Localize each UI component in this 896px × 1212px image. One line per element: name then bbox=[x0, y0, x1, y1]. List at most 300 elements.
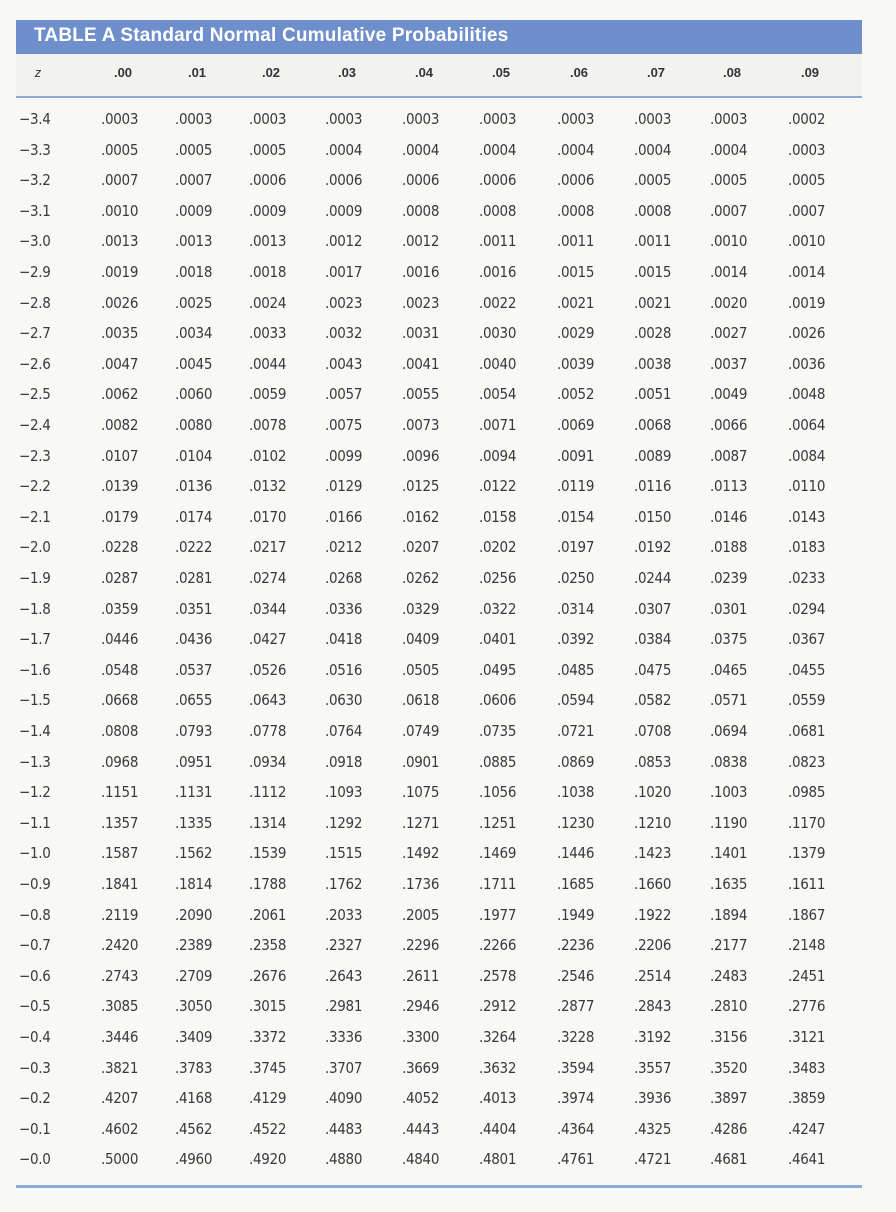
probability-cell: .2843 bbox=[634, 997, 672, 1016]
probability-cell: .0078 bbox=[249, 416, 287, 434]
probability-cell: .2266 bbox=[479, 936, 517, 955]
probability-cell: .0026 bbox=[788, 324, 826, 343]
z-value-cell: −0.3 bbox=[19, 1058, 51, 1077]
probability-cell: .0016 bbox=[479, 263, 517, 281]
probability-cell: .1685 bbox=[557, 875, 595, 893]
probability-cell: .1762 bbox=[325, 875, 363, 893]
table-row bbox=[16, 257, 862, 288]
probability-cell: .0028 bbox=[634, 324, 672, 343]
z-value-cell: −3.0 bbox=[19, 232, 51, 251]
probability-cell: .0089 bbox=[634, 446, 672, 465]
probability-cell: .0007 bbox=[710, 201, 748, 220]
probability-cell: .0010 bbox=[710, 232, 748, 251]
z-value-cell: −0.0 bbox=[19, 1150, 51, 1169]
probability-cell: .0052 bbox=[557, 385, 595, 404]
probability-cell: .0015 bbox=[634, 263, 672, 281]
probability-cell: .0015 bbox=[557, 263, 595, 281]
probability-cell: .0222 bbox=[175, 538, 213, 557]
column-header: .05 bbox=[491, 65, 511, 80]
probability-cell: .4443 bbox=[402, 1119, 440, 1138]
probability-cell: .0793 bbox=[175, 722, 213, 740]
probability-cell: .4721 bbox=[634, 1150, 672, 1169]
probability-cell: .0307 bbox=[634, 599, 672, 618]
table-row bbox=[16, 869, 862, 900]
probability-cell: .1271 bbox=[402, 813, 440, 832]
probability-cell: .0068 bbox=[634, 416, 672, 434]
probability-cell: .0006 bbox=[249, 171, 287, 190]
table-row bbox=[16, 196, 862, 227]
probability-cell: .3783 bbox=[175, 1058, 213, 1077]
z-value-cell: −3.2 bbox=[19, 171, 51, 190]
probability-cell: .0020 bbox=[710, 293, 748, 312]
z-value-cell: −3.4 bbox=[19, 110, 51, 128]
probability-cell: .0023 bbox=[402, 293, 440, 312]
z-value-cell: −1.5 bbox=[19, 691, 51, 710]
probability-cell: .2236 bbox=[557, 936, 595, 955]
probability-cell: .0009 bbox=[325, 201, 363, 220]
z-value-cell: −2.5 bbox=[19, 385, 51, 404]
probability-cell: .0021 bbox=[557, 293, 595, 312]
table-row bbox=[16, 777, 862, 808]
probability-cell: .0985 bbox=[788, 783, 826, 802]
probability-cell: .0158 bbox=[479, 507, 517, 526]
probability-cell: .4325 bbox=[634, 1119, 672, 1138]
probability-cell: .1949 bbox=[557, 905, 595, 924]
probability-cell: .2709 bbox=[175, 966, 213, 985]
probability-cell: .0025 bbox=[175, 293, 213, 312]
probability-cell: .1539 bbox=[249, 844, 287, 863]
probability-cell: .0618 bbox=[402, 691, 440, 710]
z-value-cell: −3.3 bbox=[19, 140, 51, 159]
probability-cell: .0036 bbox=[788, 354, 826, 373]
table-row bbox=[16, 930, 862, 961]
probability-cell: .4880 bbox=[325, 1150, 363, 1169]
probability-cell: .0808 bbox=[101, 722, 139, 740]
probability-cell: .1736 bbox=[402, 875, 440, 893]
column-header: .06 bbox=[569, 65, 589, 80]
probability-cell: .0080 bbox=[175, 416, 213, 434]
probability-cell: .0301 bbox=[710, 599, 748, 618]
probability-cell: .0038 bbox=[634, 354, 672, 373]
probability-cell: .0436 bbox=[175, 630, 213, 649]
probability-cell: .1230 bbox=[557, 813, 595, 832]
probability-cell: .2676 bbox=[249, 966, 287, 985]
probability-cell: .0934 bbox=[249, 752, 287, 771]
probability-cell: .0045 bbox=[175, 354, 213, 373]
probability-cell: .0951 bbox=[175, 752, 213, 771]
probability-cell: .4052 bbox=[402, 1089, 440, 1108]
table-row bbox=[16, 594, 862, 625]
probability-cell: .0336 bbox=[325, 599, 363, 618]
probability-cell: .1020 bbox=[634, 783, 672, 802]
z-value-cell: −1.2 bbox=[19, 783, 51, 802]
probability-cell: .0465 bbox=[710, 660, 748, 679]
table-row bbox=[16, 471, 862, 502]
probability-cell: .0030 bbox=[479, 324, 517, 343]
probability-cell: .0040 bbox=[479, 354, 517, 373]
probability-cell: .2981 bbox=[325, 997, 363, 1016]
probability-cell: .0823 bbox=[788, 752, 826, 771]
probability-cell: .0516 bbox=[325, 660, 363, 679]
z-value-cell: −3.1 bbox=[19, 201, 51, 220]
probability-cell: .0035 bbox=[101, 324, 139, 343]
probability-cell: .0694 bbox=[710, 722, 748, 740]
probability-cell: .2148 bbox=[788, 936, 826, 955]
table-title: TABLE A Standard Normal Cumulative Probabilities bbox=[34, 25, 509, 46]
probability-cell: .0002 bbox=[788, 110, 826, 128]
probability-cell: .0003 bbox=[710, 110, 748, 128]
probability-cell: .0228 bbox=[101, 538, 139, 557]
probability-cell: .0004 bbox=[402, 140, 440, 159]
probability-cell: .0202 bbox=[479, 538, 517, 557]
probability-cell: .2177 bbox=[710, 936, 748, 955]
probability-cell: .1635 bbox=[710, 875, 748, 893]
table-row bbox=[16, 838, 862, 869]
probability-cell: .4364 bbox=[557, 1119, 595, 1138]
probability-cell: .0409 bbox=[402, 630, 440, 649]
probability-cell: .0005 bbox=[788, 171, 826, 190]
probability-cell: .0166 bbox=[325, 507, 363, 526]
probability-cell: .0003 bbox=[479, 110, 517, 128]
probability-cell: .2578 bbox=[479, 966, 517, 985]
probability-cell: .1003 bbox=[710, 783, 748, 802]
probability-cell: .1131 bbox=[175, 783, 213, 802]
probability-cell: .0071 bbox=[479, 416, 517, 434]
probability-cell: .0031 bbox=[402, 324, 440, 343]
probability-cell: .0401 bbox=[479, 630, 517, 649]
probability-cell: .0901 bbox=[402, 752, 440, 771]
probability-cell: .3264 bbox=[479, 1028, 517, 1046]
probability-cell: .1469 bbox=[479, 844, 517, 863]
probability-cell: .3300 bbox=[402, 1028, 440, 1046]
probability-cell: .0344 bbox=[249, 599, 287, 618]
probability-cell: .0005 bbox=[101, 140, 139, 159]
probability-cell: .2296 bbox=[402, 936, 440, 955]
column-header-z: z bbox=[34, 65, 42, 80]
probability-cell: .0655 bbox=[175, 691, 213, 710]
probability-cell: .0004 bbox=[479, 140, 517, 159]
table-row bbox=[16, 104, 862, 135]
table-row bbox=[16, 1114, 862, 1145]
table-row bbox=[16, 655, 862, 686]
probability-cell: .0183 bbox=[788, 538, 826, 557]
probability-cell: .0064 bbox=[788, 416, 826, 434]
probability-cell: .0375 bbox=[710, 630, 748, 649]
probability-cell: .0250 bbox=[557, 569, 595, 587]
probability-cell: .4641 bbox=[788, 1150, 826, 1169]
probability-cell: .0505 bbox=[402, 660, 440, 679]
probability-cell: .0154 bbox=[557, 507, 595, 526]
probability-cell: .3859 bbox=[788, 1089, 826, 1108]
probability-cell: .0044 bbox=[249, 354, 287, 373]
column-header: .09 bbox=[800, 65, 820, 80]
probability-cell: .3745 bbox=[249, 1058, 287, 1077]
probability-cell: .0051 bbox=[634, 385, 672, 404]
probability-cell: .2327 bbox=[325, 936, 363, 955]
probability-cell: .0143 bbox=[788, 507, 826, 526]
probability-cell: .0059 bbox=[249, 385, 287, 404]
probability-cell: .4681 bbox=[710, 1150, 748, 1169]
probability-cell: .2358 bbox=[249, 936, 287, 955]
probability-cell: .0239 bbox=[710, 569, 748, 587]
table-row bbox=[16, 349, 862, 380]
table-row bbox=[16, 900, 862, 931]
probability-cell: .2005 bbox=[402, 905, 440, 924]
probability-cell: .1562 bbox=[175, 844, 213, 863]
probability-cell: .0009 bbox=[175, 201, 213, 220]
probability-cell: .2206 bbox=[634, 936, 672, 955]
probability-cell: .0037 bbox=[710, 354, 748, 373]
table-row bbox=[16, 441, 862, 472]
probability-cell: .0009 bbox=[249, 201, 287, 220]
probability-cell: .0014 bbox=[710, 263, 748, 281]
probability-cell: .4801 bbox=[479, 1150, 517, 1169]
probability-cell: .3015 bbox=[249, 997, 287, 1016]
probability-cell: .0179 bbox=[101, 507, 139, 526]
probability-cell: .1056 bbox=[479, 783, 517, 802]
probability-cell: .2033 bbox=[325, 905, 363, 924]
probability-cell: .4483 bbox=[325, 1119, 363, 1138]
probability-cell: .0006 bbox=[402, 171, 440, 190]
probability-cell: .0119 bbox=[557, 477, 595, 496]
probability-cell: .2546 bbox=[557, 966, 595, 985]
probability-cell: .0003 bbox=[402, 110, 440, 128]
probability-cell: .1251 bbox=[479, 813, 517, 832]
probability-cell: .4920 bbox=[249, 1150, 287, 1169]
probability-cell: .0418 bbox=[325, 630, 363, 649]
probability-cell: .3669 bbox=[402, 1058, 440, 1077]
z-value-cell: −0.1 bbox=[19, 1119, 51, 1138]
probability-cell: .0104 bbox=[175, 446, 213, 465]
probability-cell: .0446 bbox=[101, 630, 139, 649]
probability-cell: .3821 bbox=[101, 1058, 139, 1077]
table-row bbox=[16, 563, 862, 594]
z-value-cell: −1.4 bbox=[19, 722, 51, 740]
probability-cell: .0082 bbox=[101, 416, 139, 434]
probability-cell: .1611 bbox=[788, 875, 826, 893]
probability-cell: .2776 bbox=[788, 997, 826, 1016]
probability-cell: .0132 bbox=[249, 477, 287, 496]
table-row bbox=[16, 1083, 862, 1114]
probability-cell: .1977 bbox=[479, 905, 517, 924]
probability-cell: .0003 bbox=[634, 110, 672, 128]
probability-cell: .1112 bbox=[249, 783, 287, 802]
probability-cell: .3974 bbox=[557, 1089, 595, 1108]
probability-cell: .0274 bbox=[249, 569, 287, 587]
probability-cell: .0571 bbox=[710, 691, 748, 710]
probability-cell: .0027 bbox=[710, 324, 748, 343]
table-row bbox=[16, 502, 862, 533]
probability-cell: .1492 bbox=[402, 844, 440, 863]
z-value-cell: −0.8 bbox=[19, 905, 51, 924]
probability-cell: .3156 bbox=[710, 1028, 748, 1046]
probability-cell: .1379 bbox=[788, 844, 826, 863]
probability-cell: .1292 bbox=[325, 813, 363, 832]
probability-cell: .0007 bbox=[101, 171, 139, 190]
probability-cell: .0054 bbox=[479, 385, 517, 404]
probability-cell: .0032 bbox=[325, 324, 363, 343]
probability-cell: .0885 bbox=[479, 752, 517, 771]
probability-cell: .3121 bbox=[788, 1028, 826, 1046]
probability-cell: .0136 bbox=[175, 477, 213, 496]
probability-cell: .0011 bbox=[479, 232, 517, 251]
probability-cell: .4286 bbox=[710, 1119, 748, 1138]
column-header: .08 bbox=[722, 65, 742, 80]
probability-cell: .0049 bbox=[710, 385, 748, 404]
probability-cell: .0630 bbox=[325, 691, 363, 710]
probability-cell: .4522 bbox=[249, 1119, 287, 1138]
table-header-row bbox=[16, 54, 862, 98]
probability-cell: .1314 bbox=[249, 813, 287, 832]
probability-cell: .0146 bbox=[710, 507, 748, 526]
probability-cell: .3936 bbox=[634, 1089, 672, 1108]
probability-cell: .3707 bbox=[325, 1058, 363, 1077]
probability-cell: .2420 bbox=[101, 936, 139, 955]
probability-cell: .0838 bbox=[710, 752, 748, 771]
table-row bbox=[16, 410, 862, 441]
probability-cell: .1922 bbox=[634, 905, 672, 924]
probability-cell: .0004 bbox=[710, 140, 748, 159]
probability-table bbox=[16, 104, 862, 1184]
probability-cell: .0968 bbox=[101, 752, 139, 771]
probability-cell: .0013 bbox=[175, 232, 213, 251]
column-header: .02 bbox=[261, 65, 281, 80]
z-value-cell: −2.1 bbox=[19, 507, 51, 526]
probability-cell: .0735 bbox=[479, 722, 517, 740]
probability-cell: .0008 bbox=[557, 201, 595, 220]
probability-cell: .0060 bbox=[175, 385, 213, 404]
probability-cell: .0192 bbox=[634, 538, 672, 557]
probability-cell: .4562 bbox=[175, 1119, 213, 1138]
probability-cell: .4013 bbox=[479, 1089, 517, 1108]
probability-cell: .3372 bbox=[249, 1028, 287, 1046]
probability-cell: .3632 bbox=[479, 1058, 517, 1077]
probability-cell: .1894 bbox=[710, 905, 748, 924]
probability-cell: .0594 bbox=[557, 691, 595, 710]
probability-cell: .0021 bbox=[634, 293, 672, 312]
probability-cell: .2743 bbox=[101, 966, 139, 985]
probability-cell: .0721 bbox=[557, 722, 595, 740]
probability-cell: .1788 bbox=[249, 875, 287, 893]
probability-cell: .2912 bbox=[479, 997, 517, 1016]
probability-cell: .0918 bbox=[325, 752, 363, 771]
probability-cell: .0122 bbox=[479, 477, 517, 496]
probability-cell: .0016 bbox=[402, 263, 440, 281]
probability-cell: .0392 bbox=[557, 630, 595, 649]
probability-cell: .1093 bbox=[325, 783, 363, 802]
probability-cell: .3085 bbox=[101, 997, 139, 1016]
probability-cell: .0116 bbox=[634, 477, 672, 496]
probability-cell: .0004 bbox=[557, 140, 595, 159]
probability-cell: .1446 bbox=[557, 844, 595, 863]
probability-cell: .0008 bbox=[634, 201, 672, 220]
probability-cell: .0537 bbox=[175, 660, 213, 679]
z-value-cell: −2.3 bbox=[19, 446, 51, 465]
probability-cell: .0559 bbox=[788, 691, 826, 710]
probability-cell: .0778 bbox=[249, 722, 287, 740]
probability-cell: .3557 bbox=[634, 1058, 672, 1077]
probability-cell: .0606 bbox=[479, 691, 517, 710]
probability-cell: .0207 bbox=[402, 538, 440, 557]
probability-cell: .1841 bbox=[101, 875, 139, 893]
probability-cell: .0582 bbox=[634, 691, 672, 710]
probability-cell: .0014 bbox=[788, 263, 826, 281]
z-value-cell: −0.5 bbox=[19, 997, 51, 1016]
z-value-cell: −1.6 bbox=[19, 660, 51, 679]
probability-cell: .0548 bbox=[101, 660, 139, 679]
probability-cell: .3483 bbox=[788, 1058, 826, 1077]
probability-cell: .3594 bbox=[557, 1058, 595, 1077]
z-value-cell: −1.0 bbox=[19, 844, 51, 863]
probability-cell: .0150 bbox=[634, 507, 672, 526]
probability-cell: .0125 bbox=[402, 477, 440, 496]
probability-cell: .0427 bbox=[249, 630, 287, 649]
probability-cell: .0034 bbox=[175, 324, 213, 343]
probability-cell: .0113 bbox=[710, 477, 748, 496]
z-value-cell: −2.7 bbox=[19, 324, 51, 343]
z-value-cell: −0.9 bbox=[19, 875, 51, 893]
table-row bbox=[16, 808, 862, 839]
probability-cell: .3192 bbox=[634, 1028, 672, 1046]
z-value-cell: −2.2 bbox=[19, 477, 51, 496]
probability-cell: .0287 bbox=[101, 569, 139, 587]
probability-cell: .4207 bbox=[101, 1089, 139, 1108]
z-value-cell: −2.9 bbox=[19, 263, 51, 281]
probability-cell: .0024 bbox=[249, 293, 287, 312]
probability-cell: .1814 bbox=[175, 875, 213, 893]
table-row bbox=[16, 226, 862, 257]
probability-cell: .0003 bbox=[788, 140, 826, 159]
probability-cell: .0010 bbox=[101, 201, 139, 220]
probability-cell: .4090 bbox=[325, 1089, 363, 1108]
probability-cell: .0047 bbox=[101, 354, 139, 373]
probability-cell: .0062 bbox=[101, 385, 139, 404]
probability-cell: .0262 bbox=[402, 569, 440, 587]
probability-cell: .0055 bbox=[402, 385, 440, 404]
probability-cell: .0129 bbox=[325, 477, 363, 496]
probability-cell: .0023 bbox=[325, 293, 363, 312]
probability-cell: .2061 bbox=[249, 905, 287, 924]
probability-cell: .0005 bbox=[249, 140, 287, 159]
probability-cell: .0075 bbox=[325, 416, 363, 434]
probability-cell: .0351 bbox=[175, 599, 213, 618]
probability-cell: .2810 bbox=[710, 997, 748, 1016]
probability-cell: .0011 bbox=[634, 232, 672, 251]
probability-cell: .0314 bbox=[557, 599, 595, 618]
probability-cell: .0681 bbox=[788, 722, 826, 740]
probability-cell: .1170 bbox=[788, 813, 826, 832]
probability-cell: .0007 bbox=[788, 201, 826, 220]
probability-cell: .0233 bbox=[788, 569, 826, 587]
probability-cell: .0039 bbox=[557, 354, 595, 373]
probability-cell: .0004 bbox=[634, 140, 672, 159]
probability-cell: .3336 bbox=[325, 1028, 363, 1046]
z-value-cell: −0.7 bbox=[19, 936, 51, 955]
probability-cell: .0033 bbox=[249, 324, 287, 343]
probability-cell: .0008 bbox=[479, 201, 517, 220]
probability-cell: .3228 bbox=[557, 1028, 595, 1046]
probability-cell: .4761 bbox=[557, 1150, 595, 1169]
probability-cell: .4840 bbox=[402, 1150, 440, 1169]
probability-cell: .0017 bbox=[325, 263, 363, 281]
probability-cell: .0008 bbox=[402, 201, 440, 220]
probability-cell: .2119 bbox=[101, 905, 139, 924]
z-value-cell: −1.3 bbox=[19, 752, 51, 771]
column-header: .04 bbox=[414, 65, 434, 80]
probability-cell: .0048 bbox=[788, 385, 826, 404]
probability-cell: .0359 bbox=[101, 599, 139, 618]
table-row bbox=[16, 532, 862, 563]
